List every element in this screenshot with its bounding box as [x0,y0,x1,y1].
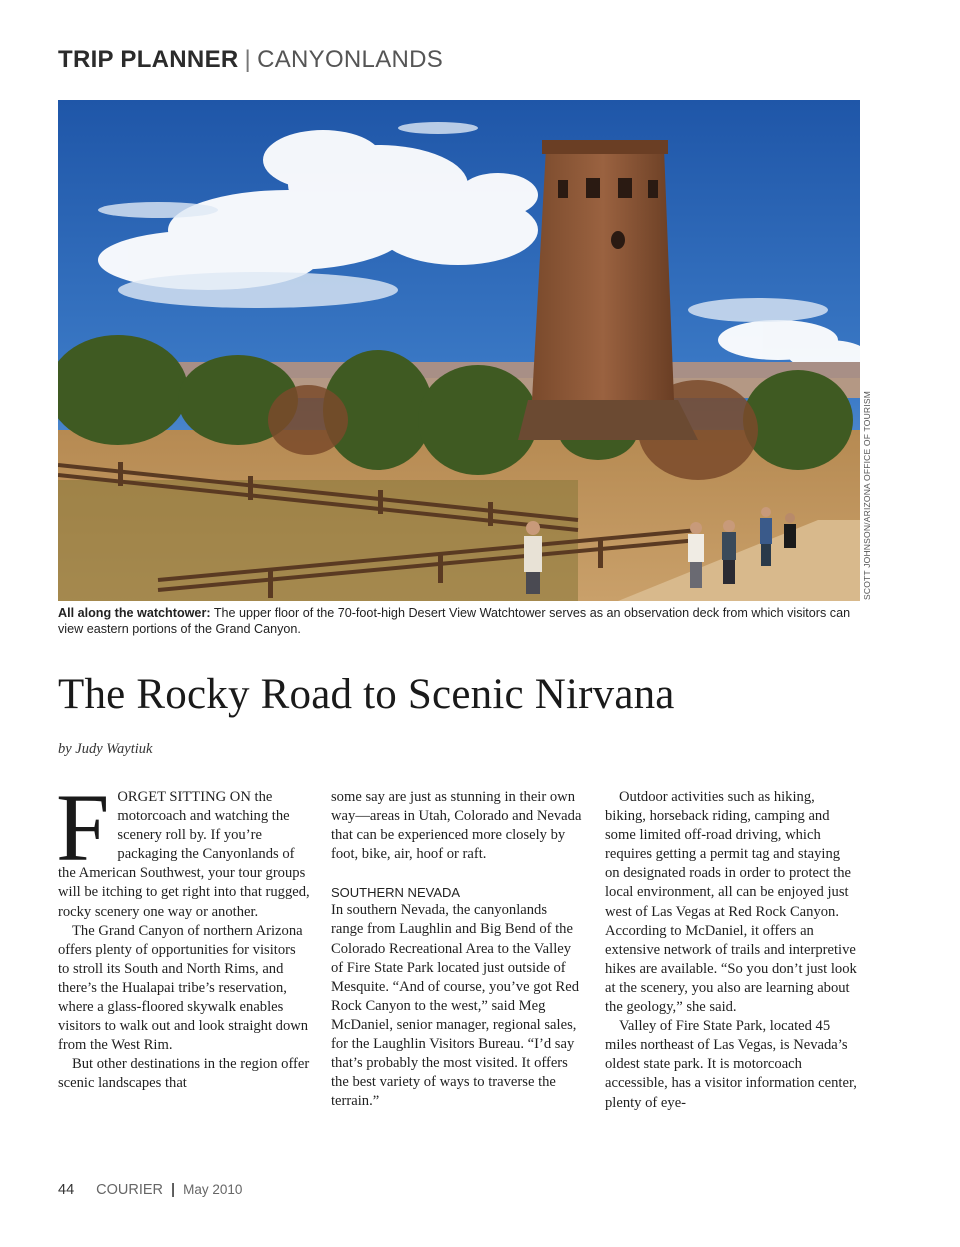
topic-label: CANYONLANDS [257,46,444,73]
article-column-3 [605,788,857,1113]
column-1-paragraph-1 [56,774,310,922]
header-separator: | [244,46,252,73]
column-3-paragraph-2: Valley of Fire State Park, located 45 miles northeast of Las Vegas, is Nevada’s oldest state park. It is motorcoach accessible, has a visitor information center, plenty of eye- [605,1018,857,1111]
drop-cap: F [56,774,110,881]
publication-name: COURIER [96,1182,164,1198]
page-footer [58,1182,242,1198]
photo-caption [58,605,858,637]
watchtower-photo [58,100,860,601]
page-number: 44 [58,1182,75,1198]
running-header [58,46,443,74]
watchtower-photo-illustration [58,100,860,601]
footer-separator: | [171,1182,176,1198]
column-1-paragraph-3: But other destinations in the region offer scenic landscapes that [58,1056,310,1092]
article-column-2 [331,788,583,1111]
caption-lead: All along the watchtower: [58,606,211,620]
column-3-paragraph-1: Outdoor activities such as hiking, biking, horseback riding, camping and some limited off-road driving, which requires getting a permit tag and staying on designated roads in order to protect the local environment, all can be enjoyed just west of Las Vegas at Red Rock Canyon. According to McDaniel, it offers an extensive network of trails and interpretive hikes are available. “So you don’t just look at the scenery, you also are learning about the geology,” she said. [605,789,857,1016]
section-label: TRIP PLANNER [58,46,239,73]
column-1-paragraph-1-text: ORGET SITTING ON the motorcoach and watching the scenery roll by. If you’re packaging the Canyonlands of the American Southwest, your tour groups will be itching to get right into that rugged, rocky scenery one way or another. [58,789,310,920]
column-2-paragraph-1: some say are just as stunning in their own way—areas in Utah, Colorado and Nevada that can be experienced more closely by foot, bike, air, hoof or raft. [331,789,582,863]
column-2-paragraph-2: In southern Nevada, the canyonlands range from Laughlin and Big Bend of the Colorado Recreational Area to the Valley of Fire State Park located just outside of Mesquite. “And of course, you’ve got Red Rock Canyon to the west,” said Meg McDaniel, senior manager, regional sales, for the Laughlin Visitors Bureau. “I’d say that’s probably the most visited. It offers the best variety of ways to traverse the terrain.” [331,902,580,1110]
issue-date: May 2010 [183,1182,243,1197]
article-byline: by Judy Waytiuk [58,741,153,757]
caption-text: The upper floor of the 70-foot-high Desert View Watchtower serves as an observation deck from which visitors can view eastern portions of the Grand Canyon. [58,606,851,636]
column-1-paragraph-2: The Grand Canyon of northern Arizona offers plenty of opportunities for visitors to stroll its South and North Rims, and there’s the Hualapai tribe’s reservation, where a glass-floored skywalk enables visitors to walk out and look straight down from the West Rim. [58,922,309,1054]
article-title: The Rocky Road to Scenic Nirvana [58,671,675,718]
article-column-1 [56,774,310,1094]
photo-credit: SCOTT JOHNSON/ARIZONA OFFICE OF TOURISM [862,391,872,600]
subhead-southern-nevada: SOUTHERN NEVADA [331,885,461,901]
